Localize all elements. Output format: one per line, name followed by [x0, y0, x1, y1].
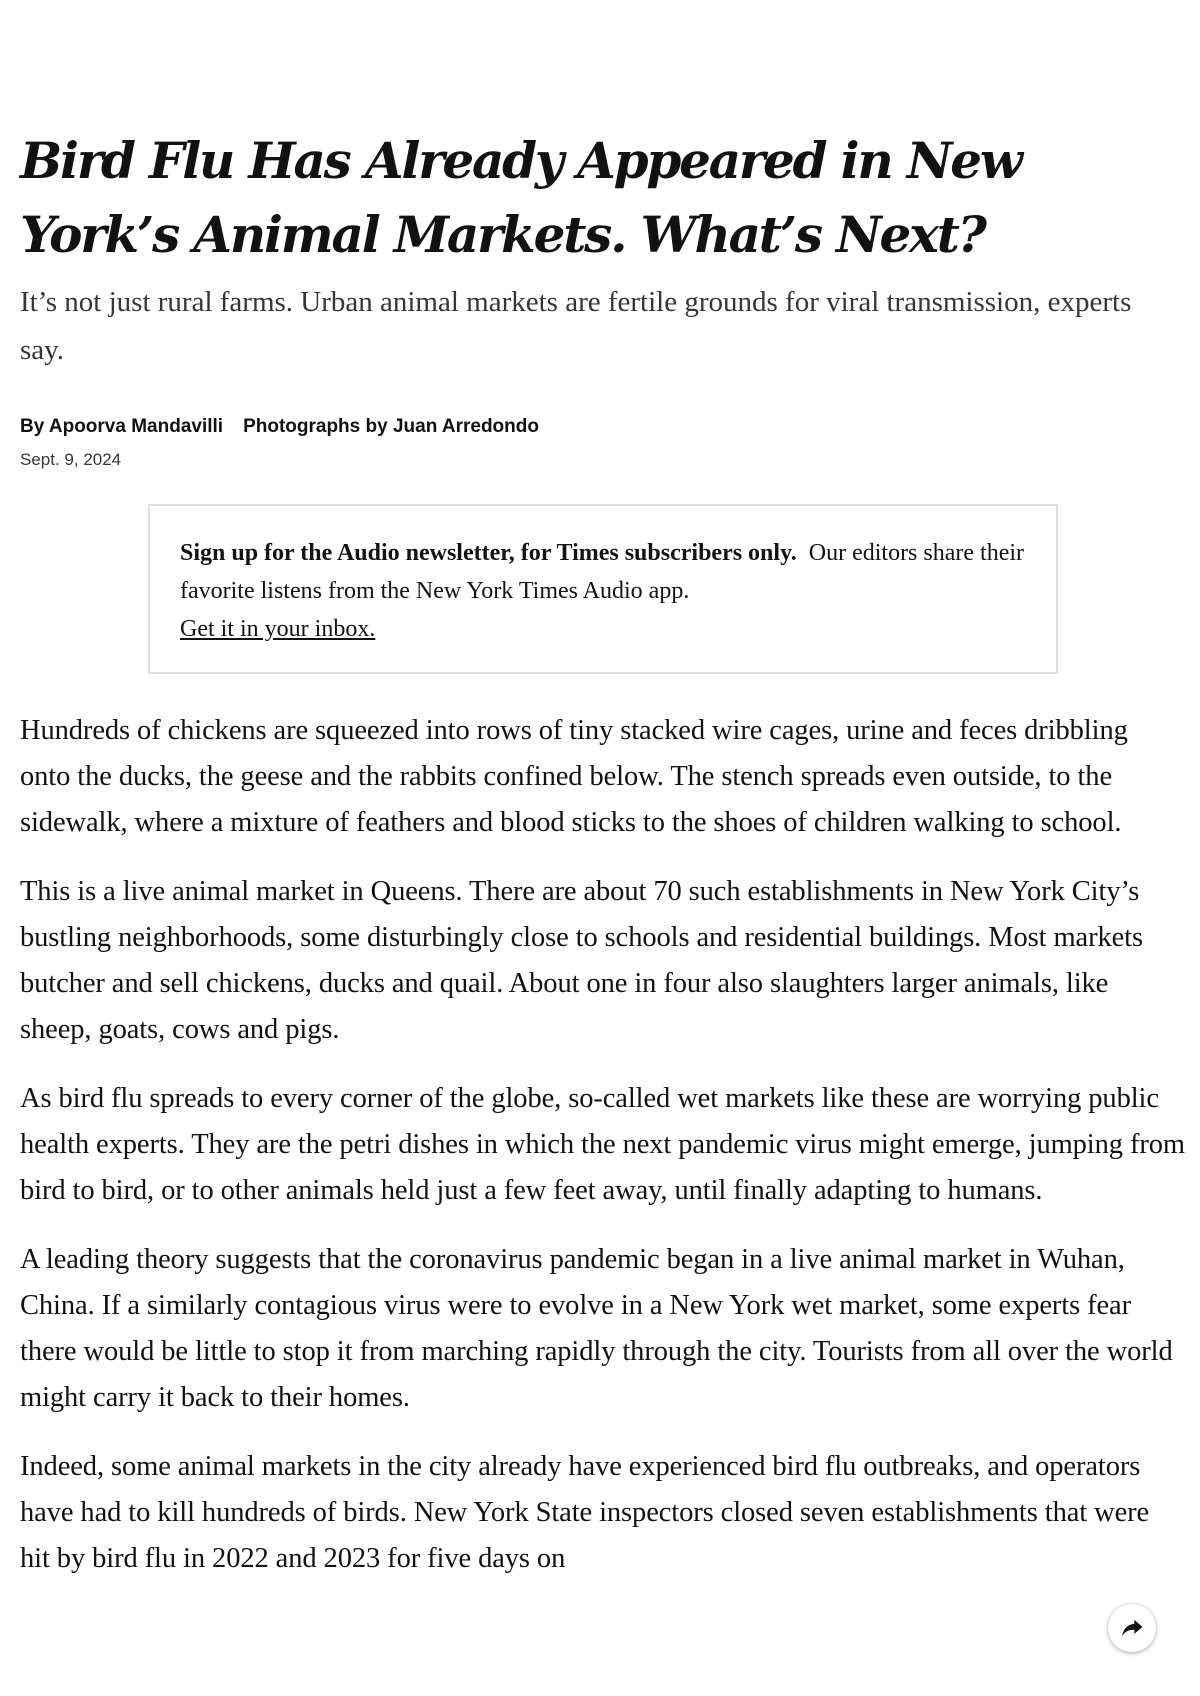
body-paragraph: This is a live animal market in Queens. There are about 70 such establishments in New York City’s bustling neighborhoods, some disturbingly close to schools and residential buildings. Most markets butcher and sell chickens, ducks and quail. About one in four also slaughters larger animals, like sheep, goats, cows and pigs. — [20, 876, 1143, 1045]
newsletter-signup-link[interactable]: Get it in your inbox. — [180, 616, 376, 642]
article-summary: It’s not just rural farms. Urban animal markets are fertile grounds for viral transmission, experts say. — [20, 286, 1132, 366]
newsletter-lead: Sign up for the Audio newsletter, for Times subscribers only. — [180, 540, 797, 566]
article-byline — [20, 414, 539, 440]
body-paragraph: Indeed, some animal markets in the city already have experienced bird flu outbreaks, and operators have had to kill hundreds of birds. New York State inspectors closed seven establishments that were hit by bird flu in 2022 and 2023 for five days on — [20, 1451, 1150, 1574]
author-byline: By Apoorva Mandavilli — [20, 416, 224, 437]
body-paragraph: A leading theory suggests that the coronavirus pandemic began in a live animal market in Wuhan, China. If a similarly contagious virus were to evolve in a New York wet market, some experts fear there would be little to stop it from marching rapidly through the city. Tourists from all over the world might carry it back to their homes. — [20, 1244, 1173, 1413]
article-body — [20, 708, 1185, 1605]
body-paragraph: As bird flu spreads to every corner of the globe, so-called wet markets like these are worrying public health experts. They are the petri dishes in which the next pandemic virus might emerge, jumping from bird to bird, or to other animals held just a few feet away, until finally adapting to humans. — [20, 1083, 1185, 1206]
share-button[interactable] — [1108, 1604, 1156, 1652]
share-arrow-icon — [1118, 1614, 1146, 1642]
article-date: Sept. 9, 2024 — [20, 450, 122, 469]
newsletter-promo — [148, 504, 1058, 674]
photographer-byline: Photographs by Juan Arredondo — [243, 416, 539, 437]
article-headline: Bird Flu Has Already Appeared in New York’s Animal Markets. What’s Next? — [20, 131, 1021, 264]
body-paragraph: Hundreds of chickens are squeezed into rows of tiny stacked wire cages, urine and feces dribbling onto the ducks, the geese and the rabbits confined below. The stench spreads even outside, to the sidewalk, where a mixture of feathers and blood sticks to the shoes of children walking to school. — [20, 715, 1128, 838]
newsletter-text: Our editors share their favorite listens from the New York Times Audio app. — [180, 540, 1025, 604]
